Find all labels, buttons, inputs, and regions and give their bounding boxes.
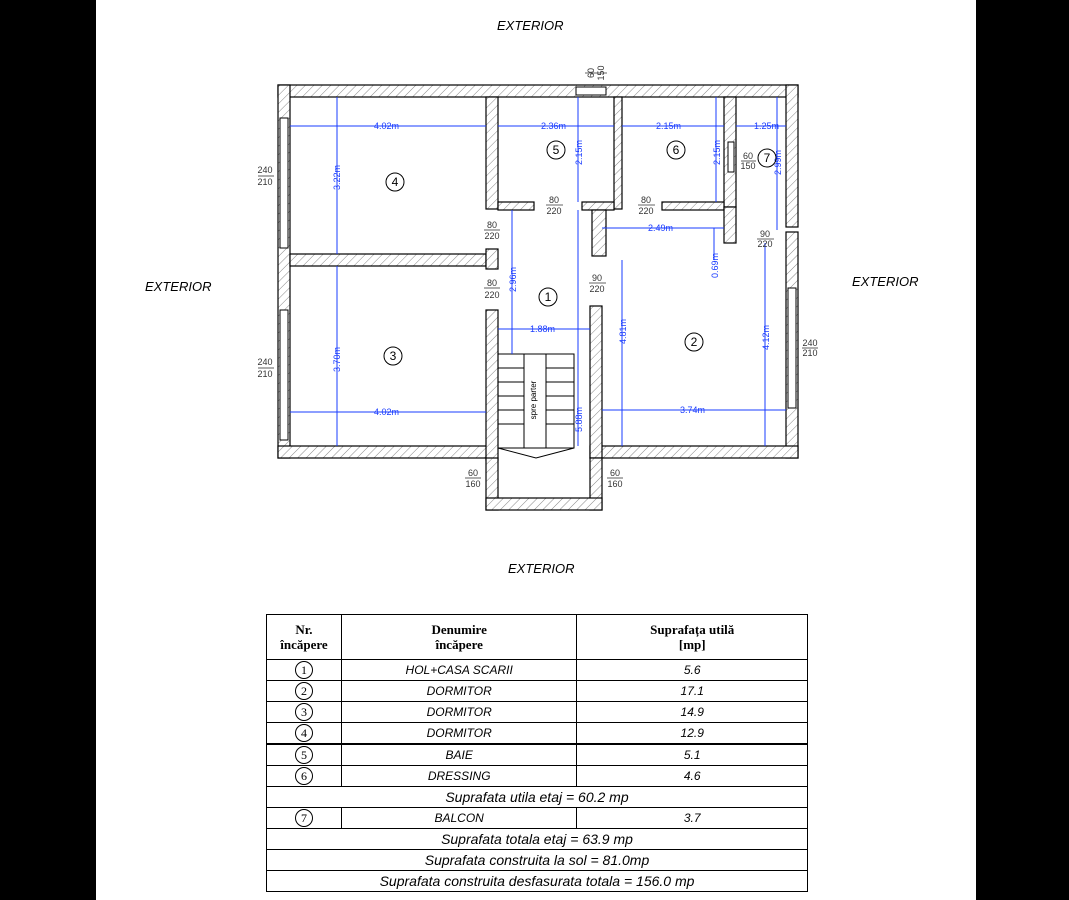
left-window-top-w: 240: [257, 165, 273, 175]
top-window-h: 150: [596, 65, 606, 81]
stairs-label: spre parter: [529, 380, 538, 420]
table-row: [267, 702, 808, 723]
header-area: Suprafața utilă [mp]: [577, 615, 808, 660]
door-r3-w: 80: [486, 278, 498, 288]
summary-totala: Suprafata totala etaj = 63.9 mp: [267, 829, 808, 850]
table-row: [267, 723, 808, 745]
row-nr-circle: 6: [295, 767, 313, 785]
dim-hall-width: 1.88m: [530, 324, 556, 334]
row-nr-circle: 5: [295, 746, 313, 764]
room-number-1: 1: [544, 290, 552, 304]
area-table: [266, 614, 808, 892]
table-row: [267, 681, 808, 702]
entry-right-w: 60: [609, 468, 621, 478]
row-area: 14.9: [577, 702, 808, 723]
room-number-7: 7: [763, 151, 771, 165]
dim-r5-height: 2.15m: [574, 139, 584, 165]
exterior-label-top: EXTERIOR: [497, 18, 564, 33]
header-nr: Nr. încăpere: [267, 615, 342, 660]
dim-r4-width: 4.02m: [374, 121, 400, 131]
right-window-w: 240: [802, 338, 818, 348]
door-r5-w: 80: [548, 195, 560, 205]
dim-r3-width: 4.02m: [374, 407, 400, 417]
table-row: [267, 766, 808, 787]
summary-construita: Suprafata construita la sol = 81.0mp: [267, 850, 808, 871]
door-r2-h: 220: [589, 284, 605, 294]
entry-left-w: 60: [467, 468, 479, 478]
summary-totala-row: [267, 829, 808, 850]
exterior-label-left: EXTERIOR: [145, 279, 212, 294]
dim-r4-height: 3.22m: [332, 164, 342, 190]
door-r6-w: 80: [640, 195, 652, 205]
exterior-label-right: EXTERIOR: [852, 274, 919, 289]
row-name: DORMITOR: [341, 702, 577, 723]
table-header: [267, 615, 808, 660]
dim-hall-total: 5.88m: [574, 406, 584, 432]
dim-r7-width: 1.25m: [754, 121, 780, 131]
room-number-6: 6: [672, 143, 680, 157]
top-window-w: 60: [586, 67, 596, 79]
dim-r6-width: 2.15m: [656, 121, 682, 131]
dim-r3-height: 3.70m: [332, 346, 342, 372]
row-area: 12.9: [577, 723, 808, 745]
dim-r6-height: 2.15m: [712, 139, 722, 165]
dim-r2-depth: 4.81m: [618, 318, 628, 344]
row-name: DRESSING: [341, 766, 577, 787]
door-r7-h: 220: [757, 239, 773, 249]
entry-left-h: 160: [465, 479, 481, 489]
dim-r2-width: 3.74m: [680, 405, 706, 415]
summary-desfasurata-row: [267, 871, 808, 892]
left-window-bottom-w: 240: [257, 357, 273, 367]
dim-hall-height: 2.96m: [508, 266, 518, 292]
room-number-5: 5: [552, 143, 560, 157]
row-nr-circle: 1: [295, 661, 313, 679]
door-r4-w: 80: [486, 220, 498, 230]
summary-desfasurata: Suprafata construita desfasurata totala = 156.0 mp: [267, 871, 808, 892]
balcony-window-h: 150: [740, 161, 756, 171]
left-window-bottom-h: 210: [257, 369, 273, 379]
door-r6-h: 220: [638, 206, 654, 216]
balcon-row: [267, 808, 808, 829]
door-r5-h: 220: [546, 206, 562, 216]
dimension-labels: [332, 121, 783, 432]
entry-right-h: 160: [607, 479, 623, 489]
row-area: 17.1: [577, 681, 808, 702]
row-name: BALCON: [341, 808, 577, 829]
row-name: DORMITOR: [341, 681, 577, 702]
row-name: BAIE: [341, 744, 577, 766]
right-window-h: 210: [802, 348, 818, 358]
table-row: [267, 744, 808, 766]
dim-r7-height: 2.99m: [773, 149, 783, 175]
row-nr-circle: 7: [295, 809, 313, 827]
room-number-4: 4: [391, 175, 399, 189]
door-r4-h: 220: [484, 231, 500, 241]
table-row: [267, 660, 808, 681]
door-r7-w: 90: [759, 229, 771, 239]
row-nr-circle: 2: [295, 682, 313, 700]
summary-utila-row: [267, 787, 808, 808]
dim-r2-small: 0.69m: [710, 252, 720, 278]
dim-r5-width: 2.36m: [541, 121, 567, 131]
row-area: 3.7: [577, 808, 808, 829]
row-area: 5.6: [577, 660, 808, 681]
balcony-window-w: 60: [742, 151, 754, 161]
room-number-2: 2: [690, 335, 698, 349]
row-nr-circle: 3: [295, 703, 313, 721]
header-name: Denumire încăpere: [341, 615, 577, 660]
summary-utila: Suprafata utila etaj = 60.2 mp: [267, 787, 808, 808]
row-nr-circle: 4: [295, 724, 313, 742]
row-area: 4.6: [577, 766, 808, 787]
summary-construita-row: [267, 850, 808, 871]
exterior-label-bottom: EXTERIOR: [508, 561, 575, 576]
dim-r2-top: 2.49m: [648, 223, 674, 233]
dim-r2-height: 4.12m: [761, 324, 771, 350]
row-name: DORMITOR: [341, 723, 577, 745]
door-r2-w: 90: [591, 273, 603, 283]
row-area: 5.1: [577, 744, 808, 766]
door-r3-h: 220: [484, 290, 500, 300]
left-window-top-h: 210: [257, 177, 273, 187]
room-number-3: 3: [389, 349, 397, 363]
row-name: HOL+CASA SCARII: [341, 660, 577, 681]
